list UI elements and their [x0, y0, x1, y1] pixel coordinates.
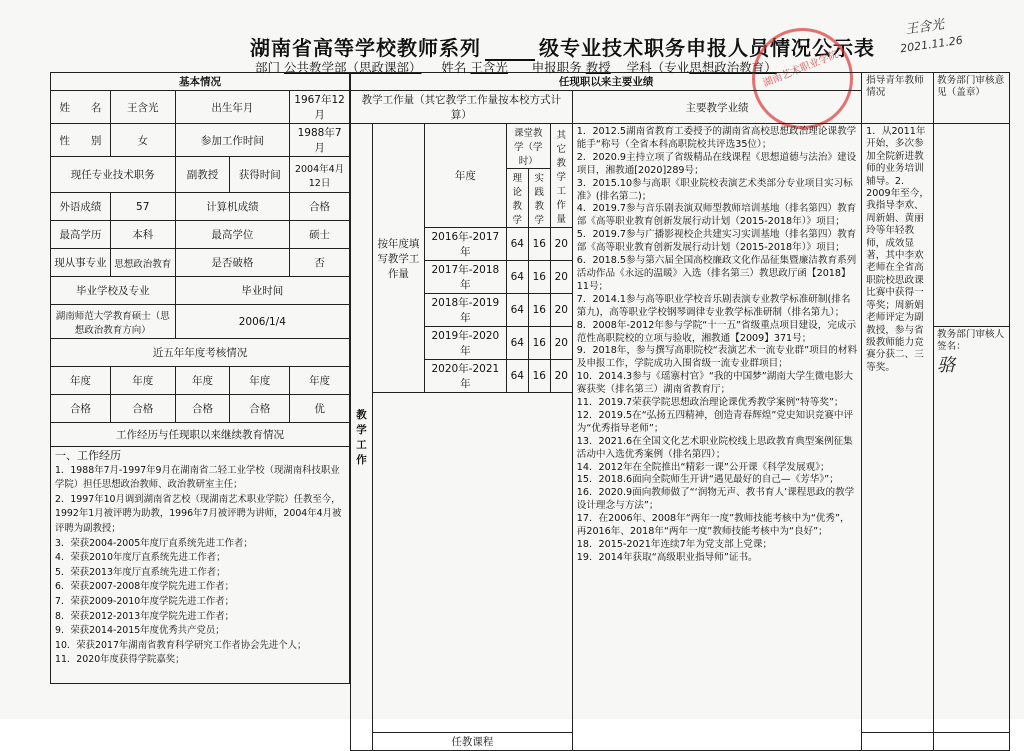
dept-review-cell	[934, 124, 1010, 327]
edu-label: 最高学历	[51, 221, 111, 249]
blank-teaching-area	[372, 393, 572, 733]
history-item: 11．2020年度获得学院嘉奖；	[55, 654, 185, 666]
history-item: 1．1988年7月-1997年9月在湖南省二轻工业学校（现湖南科技职业学院）担任思想政治教师、政治教研室主任；	[55, 464, 340, 491]
birth-label: 出生年月	[175, 91, 290, 124]
history-item: 8．荣获2012-2013年度学院先进工作者；	[55, 610, 234, 622]
row-year: 2016年-2017年	[424, 228, 506, 261]
fill-note: 按年度填写教学工作量	[372, 124, 424, 393]
position-value: 教授	[585, 60, 611, 75]
dept-review-label: 教务部门审核意见（盖章）	[934, 73, 1010, 124]
dept-sign-label: 教务部门审核人签名：	[937, 329, 1005, 353]
obtain-label: 获得时间	[230, 157, 290, 193]
school-label: 毕业学校及专业	[51, 277, 176, 305]
achievement-item: 8．2008年-2012年参与学院“十一五”省级重点项目建设，完成示范性高职院校的立项与验收，湘教通【2009】371号；	[576, 319, 857, 344]
assess-year-cell: 年度	[110, 367, 175, 395]
row-other: 20	[550, 327, 572, 360]
dept-sign-cell	[934, 327, 1010, 733]
row-practice: 16	[528, 327, 550, 360]
break-value: 否	[290, 249, 350, 277]
assess-result-cell: 合格	[110, 395, 175, 423]
history-item: 9．荣获2014-2015年度优秀共产党员；	[55, 625, 225, 637]
name-label: 姓 名	[51, 91, 111, 124]
obtain-value: 2004年4月12日	[290, 157, 350, 193]
achievement-item: 14．2012年在全院推出“精彩一课”公开课《科学发展观》；	[576, 461, 830, 473]
courses-blank	[862, 733, 934, 751]
name-value: 王含光	[470, 60, 508, 75]
achievement-item: 15．2018.6面向全院师生开讲“遇见最好的自己—《芳华》”；	[576, 474, 839, 486]
achievement-item: 13．2021.6在全国文化艺术职业院校线上思政教育典型案例征集活动中入选优秀案例（排名第四）；	[576, 435, 853, 460]
title-prefix: 湖南省高等学校教师系列	[250, 36, 481, 60]
row-other: 20	[550, 360, 572, 393]
basic-info-table	[50, 72, 350, 684]
row-year: 2018年-2019年	[424, 294, 506, 327]
major-value: 思想政治教育	[110, 249, 175, 277]
achievement-item: 5．2019.7参与广播影视校企共建实习实训基地（排名第四）教育部《高等职业教育创新发展行动计划（2015-2018年）》项目；	[576, 229, 857, 254]
work-start-label: 参加工作时间	[175, 124, 290, 157]
achievement-item: 1．2012.5湖南省教育工委授予的湖南省高校思想政治理论课教学能手“称号（全省本科高职院校共评选35位）；	[576, 126, 857, 150]
row-theory: 64	[506, 327, 528, 360]
handwritten-name: 王含光	[904, 17, 946, 38]
name-value: 王含光	[110, 91, 175, 124]
achievement-table	[350, 72, 1010, 751]
assess-result-cell: 合格	[230, 395, 290, 423]
assess-title: 近五年年度考核情况	[51, 339, 350, 367]
computer-value: 合格	[290, 193, 350, 221]
row-practice: 16	[528, 360, 550, 393]
title-suffix: 级专业技术职务申报人员情况公示表	[539, 36, 875, 60]
birth-value: 1967年12月	[290, 91, 350, 124]
row-other: 20	[550, 261, 572, 294]
subject-label: 学科（专业	[626, 60, 690, 75]
achievement-item: 6．2018.5参与第六届全国高校廉政文化作品征集暨廉洁教育系列活动作品《永远的温暖》入选（排名第三）教思政厅函【2018】11号；	[576, 255, 857, 292]
computer-label: 计算机成绩	[175, 193, 290, 221]
seal-text: 湖南艺术职业学院	[761, 49, 840, 90]
row-other: 20	[550, 294, 572, 327]
history-cell	[51, 447, 350, 684]
achievement-item: 19．2014年获取“高级职业指导师”证书。	[576, 551, 758, 563]
young-label: 指导青年教师情况	[862, 73, 934, 124]
subject-value: 思想政治教育）	[689, 60, 777, 75]
lang-label: 外语成绩	[51, 193, 111, 221]
achievement-item: 11．2019.7荣获学院思想政治理论课优秀教学案例“特等奖”；	[576, 397, 844, 409]
position-label: 申报职务	[531, 60, 582, 75]
history-title: 工作经历与任现职以来继续教育情况	[51, 423, 350, 447]
grad-time-value: 2006/1/4	[175, 305, 349, 339]
reviewer-signature: 骆	[937, 354, 956, 376]
row-year: 2019年-2020年	[424, 327, 506, 360]
major-label: 现从事专业	[51, 249, 111, 277]
break-label: 是否破格	[175, 249, 290, 277]
assess-result-cell: 合格	[51, 395, 111, 423]
achievement-item: 12．2019.5在“弘扬五四精神，创造青春辉煌”党史知识竞赛中评为“优秀指导老师”；	[576, 409, 854, 434]
assess-year-cell: 年度	[290, 367, 350, 395]
current-title-label: 现任专业技术职务	[51, 157, 176, 193]
row-year: 2020年-2021年	[424, 360, 506, 393]
achievements-cell	[572, 124, 861, 751]
assess-result-cell: 优	[290, 395, 350, 423]
year-col-header: 年度	[424, 124, 506, 228]
row-theory: 64	[506, 228, 528, 261]
history-heading: 一、工作经历	[55, 449, 121, 462]
achievement-item: 10．2014.3参与《瑶寨村官》“我的中国梦”湖南大学生微电影大赛获奖（排名第三）湖南省教育厅；	[576, 371, 854, 396]
history-item: 6．荣获2007-2008年度学院先进工作者；	[55, 581, 234, 593]
history-item: 3．荣获2004-2005年度厅直系统先进工作者；	[55, 537, 253, 549]
achievement-item: 18．2015-2021年连续7年为党支部上党课；	[576, 539, 773, 550]
achievement-item: 7．2014.1参与高等职业学校音乐剧表演专业教学标准研制(排名第九)，高等职业学校钢琴调律专业教学标准研制（排名第九）；	[576, 293, 851, 318]
main-label: 主要教学业绩	[572, 91, 861, 124]
row-theory: 64	[506, 261, 528, 294]
row-other: 20	[550, 228, 572, 261]
assess-result-cell: 合格	[175, 395, 230, 423]
row-year: 2017年-2018年	[424, 261, 506, 294]
history-item: 5．荣获2013年度厅直系统先进工作者；	[55, 566, 226, 578]
hours-col-header: 课堂教学（学时）	[506, 124, 550, 169]
practice-col-header: 实践教学	[528, 169, 550, 228]
basic-section-title: 基本情况	[51, 73, 350, 91]
row-practice: 16	[528, 294, 550, 327]
assess-year-cell: 年度	[230, 367, 290, 395]
dept-value: 公共教学部（思政课部）	[284, 60, 422, 75]
assess-year-cell: 年度	[51, 367, 111, 395]
current-title-value: 副教授	[175, 157, 230, 193]
history-item: 10．荣获2017年湖南省教育科学研究工作者协会先进个人；	[55, 639, 307, 651]
edu-value: 本科	[110, 221, 175, 249]
sex-label: 性 别	[51, 124, 111, 157]
work-start-value: 1988年7月	[290, 124, 350, 157]
lang-value: 57	[110, 193, 175, 221]
grad-time-label: 毕业时间	[175, 277, 349, 305]
achievement-item: 2．2020.9主持立项了省级精品在线课程《思想道德与法治》建设项目，湘教通[2020]289号；	[576, 151, 857, 176]
teaching-work-label: 教学工作	[351, 124, 373, 751]
handwritten-date: 2021.11.26	[899, 33, 964, 56]
achievement-item: 4．2019.7参与音乐剧表演双师型教师培训基地（排名第四）教育部《高等职业教育创新发展行动计划（2015-2018年）》项目；	[576, 203, 857, 228]
name-label: 姓名	[441, 60, 467, 75]
achievement-item: 9．2018年，参与撰写高职院校“表演艺术一流专业群”项目的材料及申报工作，学院成功入围省级一流专业群项目；	[576, 345, 858, 370]
achievement-item: 17．在2006年、2008年“两年一度”教师技能考核中为“优秀”，再2016年、2018年“两年一度”教师技能考核中为“良好”；	[576, 513, 850, 538]
sex-value: 女	[110, 124, 175, 157]
achievement-item: 16．2020.9面向教师做了“‘润物无声、教书育人’课程思政的教学设计理念与方法”；	[576, 487, 855, 512]
assess-year-cell: 年度	[175, 367, 230, 395]
right-section-title: 任现职以来主要业绩	[351, 73, 862, 91]
history-item: 4．荣获2010年度厅直系统先进工作者；	[55, 552, 226, 564]
row-theory: 64	[506, 360, 528, 393]
achievement-item: 3．2015.10参与高职《职业院校表演艺术类部分专业项目实习标准》(排名第二)；	[576, 177, 853, 202]
history-item: 2．1997年10月调到湖南省艺校（现湖南艺术职业学院）任教至今，1992年1月被评聘为助教，1996年7月被评聘为讲师，2004年4月被评聘为副教授；	[55, 493, 342, 534]
young-text: 1．从2011年开始，多次参加全院新进教师的业务培训辅导。2．2009年至今，我指导李欢、周新娟、黄丽玲等年轻教师，成效显著，其中李欢老师在全省高职院校思政课比赛中获得一等奖；周新娟老师评定为副教授，参与省级教师能力竞赛分获二、三等奖。	[862, 124, 934, 733]
school-value: 湖南师范大学教育硕士（思想政治教育方向）	[51, 305, 176, 339]
history-item: 7．荣获2009-2010年度学院先进工作者；	[55, 595, 234, 607]
row-practice: 16	[528, 261, 550, 294]
courses-label: 任教课程	[372, 733, 572, 751]
teaching-label: 教学工作量（其它教学工作量按本校方式计算）	[351, 91, 573, 124]
theory-col-header: 理论教学	[506, 169, 528, 228]
courses-blank	[934, 733, 1010, 751]
row-theory: 64	[506, 294, 528, 327]
other-col-header: 其它教学工作量	[550, 124, 572, 228]
degree-label: 最高学位	[175, 221, 290, 249]
dept-label: 部门	[255, 60, 281, 75]
degree-value: 硕士	[290, 221, 350, 249]
row-practice: 16	[528, 228, 550, 261]
